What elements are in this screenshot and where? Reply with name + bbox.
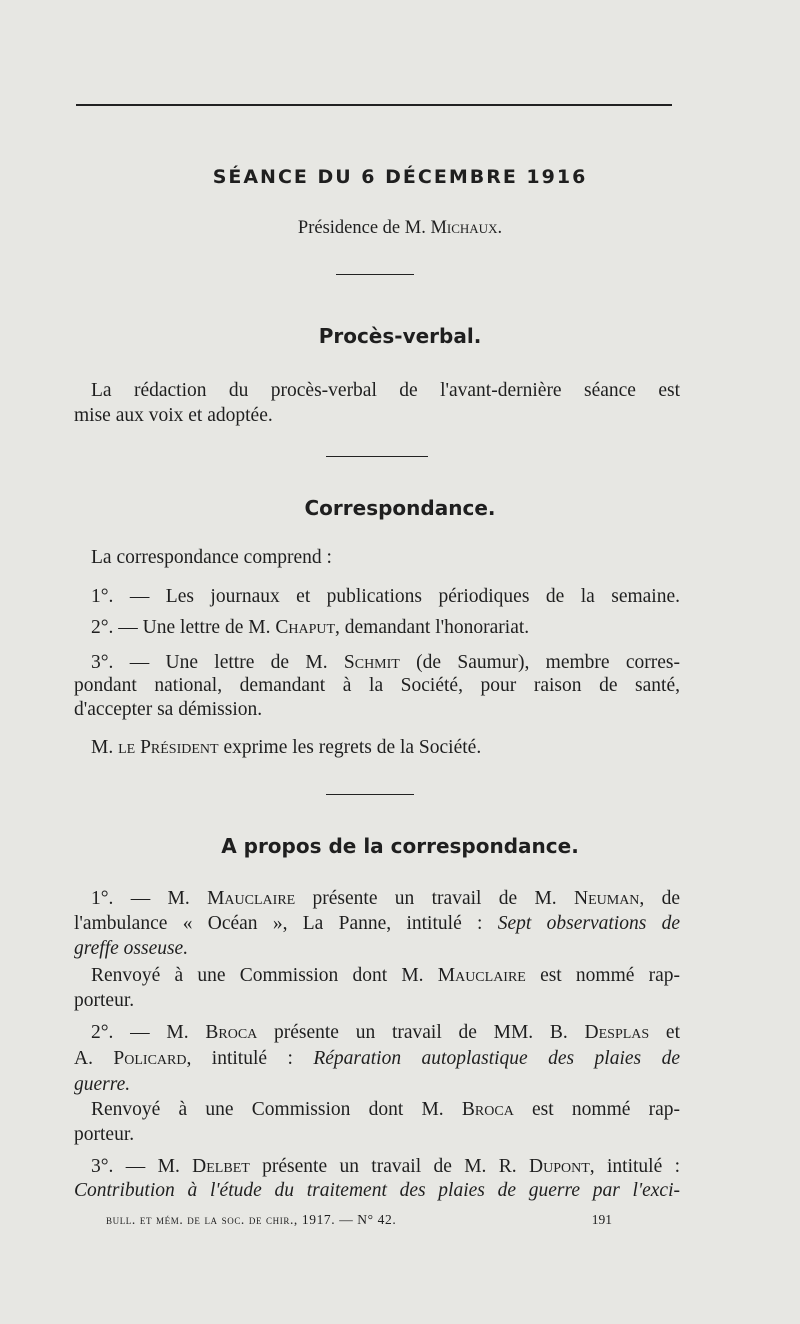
apropos-item-2-line-5: porteur. <box>74 1124 135 1145</box>
apropos-item-2-line-4: Renvoyé à une Commission dont M. Broca est nommé rap- <box>91 1099 680 1120</box>
journal-reference: bull. et mém. de la soc. de chir., 1917. — N° 42. <box>106 1212 397 1227</box>
apropos-item-2-line-1: 2°. — M. Broca présente un travail de MM. B. Desplas et <box>91 1022 680 1043</box>
separator <box>336 274 414 275</box>
page-number: 191 <box>591 1212 612 1227</box>
page-footer <box>106 1212 612 1228</box>
apropos-item-3-line-2: Contribution à l'étude du traitement des plaies de guerre par l'exci- <box>74 1180 680 1201</box>
apropos-item-1-line-2: l'ambulance « Océan », La Panne, intitulé : Sept observations de <box>74 913 680 934</box>
apropos-item-2-line-3: guerre. <box>74 1074 131 1095</box>
separator <box>326 794 414 795</box>
presidence-line: Présidence de M. Michaux. <box>297 218 503 238</box>
section-title-proces-verbal: Procès-verbal. <box>318 324 482 348</box>
proces-verbal-line-2: mise aux voix et adoptée. <box>74 405 273 426</box>
apropos-item-1-line-5: porteur. <box>74 990 135 1011</box>
apropos-item-1-line-1: 1°. — M. Mauclaire présente un travail de M. Neuman, de <box>91 888 681 909</box>
correspondance-item-3-line-2: pondant national, demandant à la Société, pour raison de santé, <box>74 675 680 696</box>
correspondance-item-1: 1°. — Les journaux et publications périodiques de la semaine. <box>91 586 680 607</box>
apropos-item-1-line-4: Renvoyé à une Commission dont M. Mauclaire est nommé rap- <box>91 965 680 986</box>
correspondance-item-3-line-1: 3°. — Une lettre de M. Schmit (de Saumur), membre corres- <box>91 652 681 673</box>
apropos-item-2-line-2: A. Policard, intitulé : Réparation autoplastique des plaies de <box>74 1048 680 1069</box>
section-title-apropos: A propos de la correspondance. <box>221 834 579 858</box>
separator <box>326 456 428 457</box>
section-title-correspondance: Correspondance. <box>304 496 496 520</box>
apropos-item-3-line-1: 3°. — M. Delbet présente un travail de M. R. Dupont, intitulé : <box>91 1156 680 1177</box>
seance-title: SÉANCE DU 6 DÉCEMBRE 1916 <box>212 166 588 188</box>
top-rule <box>76 104 672 106</box>
correspondance-intro: La correspondance comprend : <box>91 547 332 568</box>
president-name: Michaux <box>430 218 498 238</box>
president-remark: M. le Président exprime les regrets de la Société. <box>91 737 482 758</box>
proces-verbal-line-1: La rédaction du procès-verbal de l'avant-dernière séance est <box>91 380 680 401</box>
apropos-item-1-line-3: greffe osseuse. <box>74 938 189 959</box>
correspondance-item-3-line-3: d'accepter sa démission. <box>74 699 263 720</box>
correspondance-item-2: 2°. — Une lettre de M. Chaput, demandant l'honorariat. <box>91 617 530 638</box>
